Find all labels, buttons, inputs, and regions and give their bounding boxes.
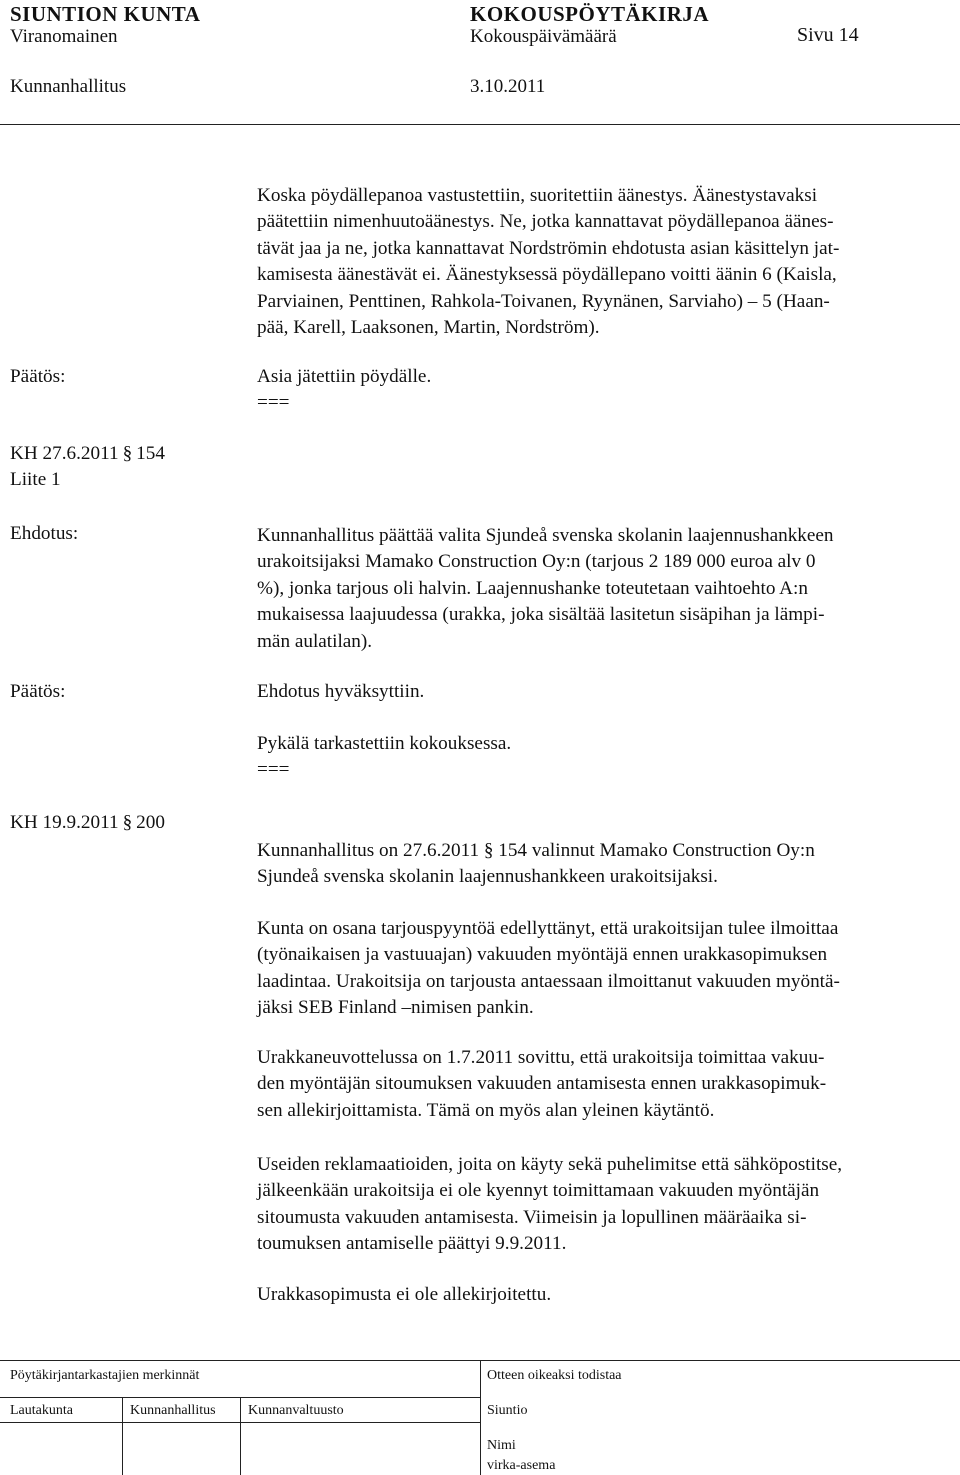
body-paragraph	[257, 916, 947, 1022]
intro-line: Koska pöydällepanoa vastustettiin, suoritettiin äänestys. Äänestystavaksi	[257, 185, 818, 206]
section-symbol	[119, 812, 137, 833]
footer-col-municipal-board: Kunnanhallitus	[130, 1403, 216, 1418]
footer-cell-divider	[122, 1397, 123, 1475]
org-name: SIUNTION KUNTA	[10, 2, 201, 26]
proposal-line: män aulatilan).	[257, 630, 373, 652]
paragraph-line: Urakkaneuvottelussa on 1.7.2011 sovittu, että urakoitsija toimittaa vakuu-	[257, 1047, 825, 1068]
section-reference	[10, 443, 165, 465]
proposal-line: urakoitsijaksi Mamako Construction Oy:n (tarjous 2 189 000 euroa alv 0	[257, 551, 816, 573]
footer-col-board: Lautakunta	[10, 1403, 73, 1418]
intro-line: Parviainen, Penttinen, Rahkola-Toivanen, Ryynänen, Sarviaho) – 5 (Haan-	[257, 290, 830, 312]
proposal-line: Kunnanhallitus päättää valita Sjundeå svenska skolanin laajennushankkeen	[257, 525, 834, 546]
paragraph-line: Useiden reklamaatioiden, joita on käyty sekä puhelimitse että sähköpostitse,	[257, 1154, 843, 1175]
intro-line: kamisesta äänestävät ei. Äänestyksessä pöydällepano voitti äänin 6 (Kaisla,	[257, 264, 837, 286]
decision-text: Ehdotus hyväksyttiin.	[257, 681, 425, 702]
section-symbol	[119, 443, 137, 464]
paragraph-line: den myöntäjän sitoumuksen vakuuden antamisesta ennen urakkasopimuk-	[257, 1073, 827, 1095]
decision-label: Päätös:	[10, 681, 66, 702]
paragraph-line: sen allekirjoittamista. Tämä on myös alan yleinen käytäntö.	[257, 1099, 715, 1121]
checked-note: Pykälä tarkastettiin kokouksessa.	[257, 733, 512, 754]
footer-cell-divider	[240, 1397, 241, 1475]
section-reference	[10, 812, 165, 834]
section-separator: ===	[257, 392, 290, 413]
paragraph-line: Kunnanhallitus on 27.6.2011 § 154 valinnut Mamako Construction Oy:n	[257, 840, 815, 861]
intro-paragraph	[257, 183, 947, 341]
page-number: Sivu 14	[797, 24, 859, 46]
paragraph-line: Kunta on osana tarjouspyyntöä edellyttänyt, että urakoitsijan tulee ilmoittaa	[257, 918, 839, 939]
section-separator: ===	[257, 759, 290, 780]
paragraph-line: sitoumusta vakuuden antamisesta. Viimeisin ja lopullinen määräaika si-	[257, 1206, 807, 1228]
paragraph-line: toumuksen antamiselle päättyi 9.9.2011.	[257, 1233, 567, 1255]
intro-line: päätettiin nimenhuutoäänestys. Ne, jotka kannattavat pöydällepanoa äänes-	[257, 211, 834, 233]
attachment-reference: Liite 1	[10, 469, 61, 490]
authority-label: Viranomainen	[10, 26, 118, 47]
certified-label: Otteen oikeaksi todistaa	[487, 1368, 622, 1383]
authority-value: Kunnanhallitus	[10, 76, 127, 97]
meeting-date-value: 3.10.2011	[470, 76, 546, 97]
title-label: virka-asema	[487, 1458, 556, 1473]
intro-line: tävät jaa ja ne, jotka kannattavat Nordströmin ehdotusta asian käsittelyn jat-	[257, 237, 840, 259]
footer-col-council: Kunnanvaltuusto	[248, 1403, 344, 1418]
paragraph-line: Urakkasopimusta ei ole allekirjoitettu.	[257, 1284, 552, 1305]
intro-line: pää, Karell, Laaksonen, Martin, Nordström).	[257, 317, 600, 339]
header-divider	[0, 124, 960, 125]
section-reference-date: KH 27.6.2011	[10, 443, 119, 464]
section-reference-date: KH 19.9.2011	[10, 812, 119, 833]
paragraph-line: jäksi SEB Finland –nimisen pankin.	[257, 997, 534, 1019]
proposal-paragraph	[257, 523, 947, 655]
proposal-line: mukaisessa laajuudessa (urakka, joka sisältää lasitetun sisäpihan ja lämpi-	[257, 604, 825, 626]
footer-place: Siuntio	[487, 1403, 528, 1418]
footer-column-divider	[480, 1360, 481, 1475]
document-type: KOKOUSPÖYTÄKIRJA	[470, 2, 710, 26]
paragraph-line: (työnaikaisen ja vastuuajan) vakuuden myöntäjä ennen urakkasopimuksen	[257, 944, 828, 966]
proposal-label: Ehdotus:	[10, 523, 79, 544]
body-paragraph	[257, 1045, 947, 1124]
name-label: Nimi	[487, 1438, 516, 1453]
proposal-line: %), jonka tarjous oli halvin. Laajennushanke toteutetaan vaihtoehto A:n	[257, 577, 808, 599]
reviewers-label: Pöytäkirjantarkastajien merkinnät	[10, 1368, 200, 1383]
body-paragraph	[257, 1152, 947, 1258]
body-paragraph	[257, 838, 947, 891]
meeting-date-label: Kokouspäivämäärä	[470, 26, 617, 47]
decision-text: Asia jätettiin pöydälle.	[257, 366, 432, 387]
section-reference-number: 154	[136, 443, 165, 464]
section-reference-number: 200	[136, 812, 165, 833]
paragraph-line: laadintaa. Urakoitsija on tarjousta antaessaan ilmoittanut vakuuden myöntä-	[257, 970, 840, 992]
paragraph-line: jälkeenkään urakoitsija ei ole kyennyt toimittamaan vakuuden myöntäjän	[257, 1180, 820, 1202]
decision-label: Päätös:	[10, 366, 66, 387]
paragraph-line: Sjundeå svenska skolanin laajennushankkeen urakoitsijaksi.	[257, 866, 718, 888]
body-paragraph	[257, 1282, 947, 1308]
